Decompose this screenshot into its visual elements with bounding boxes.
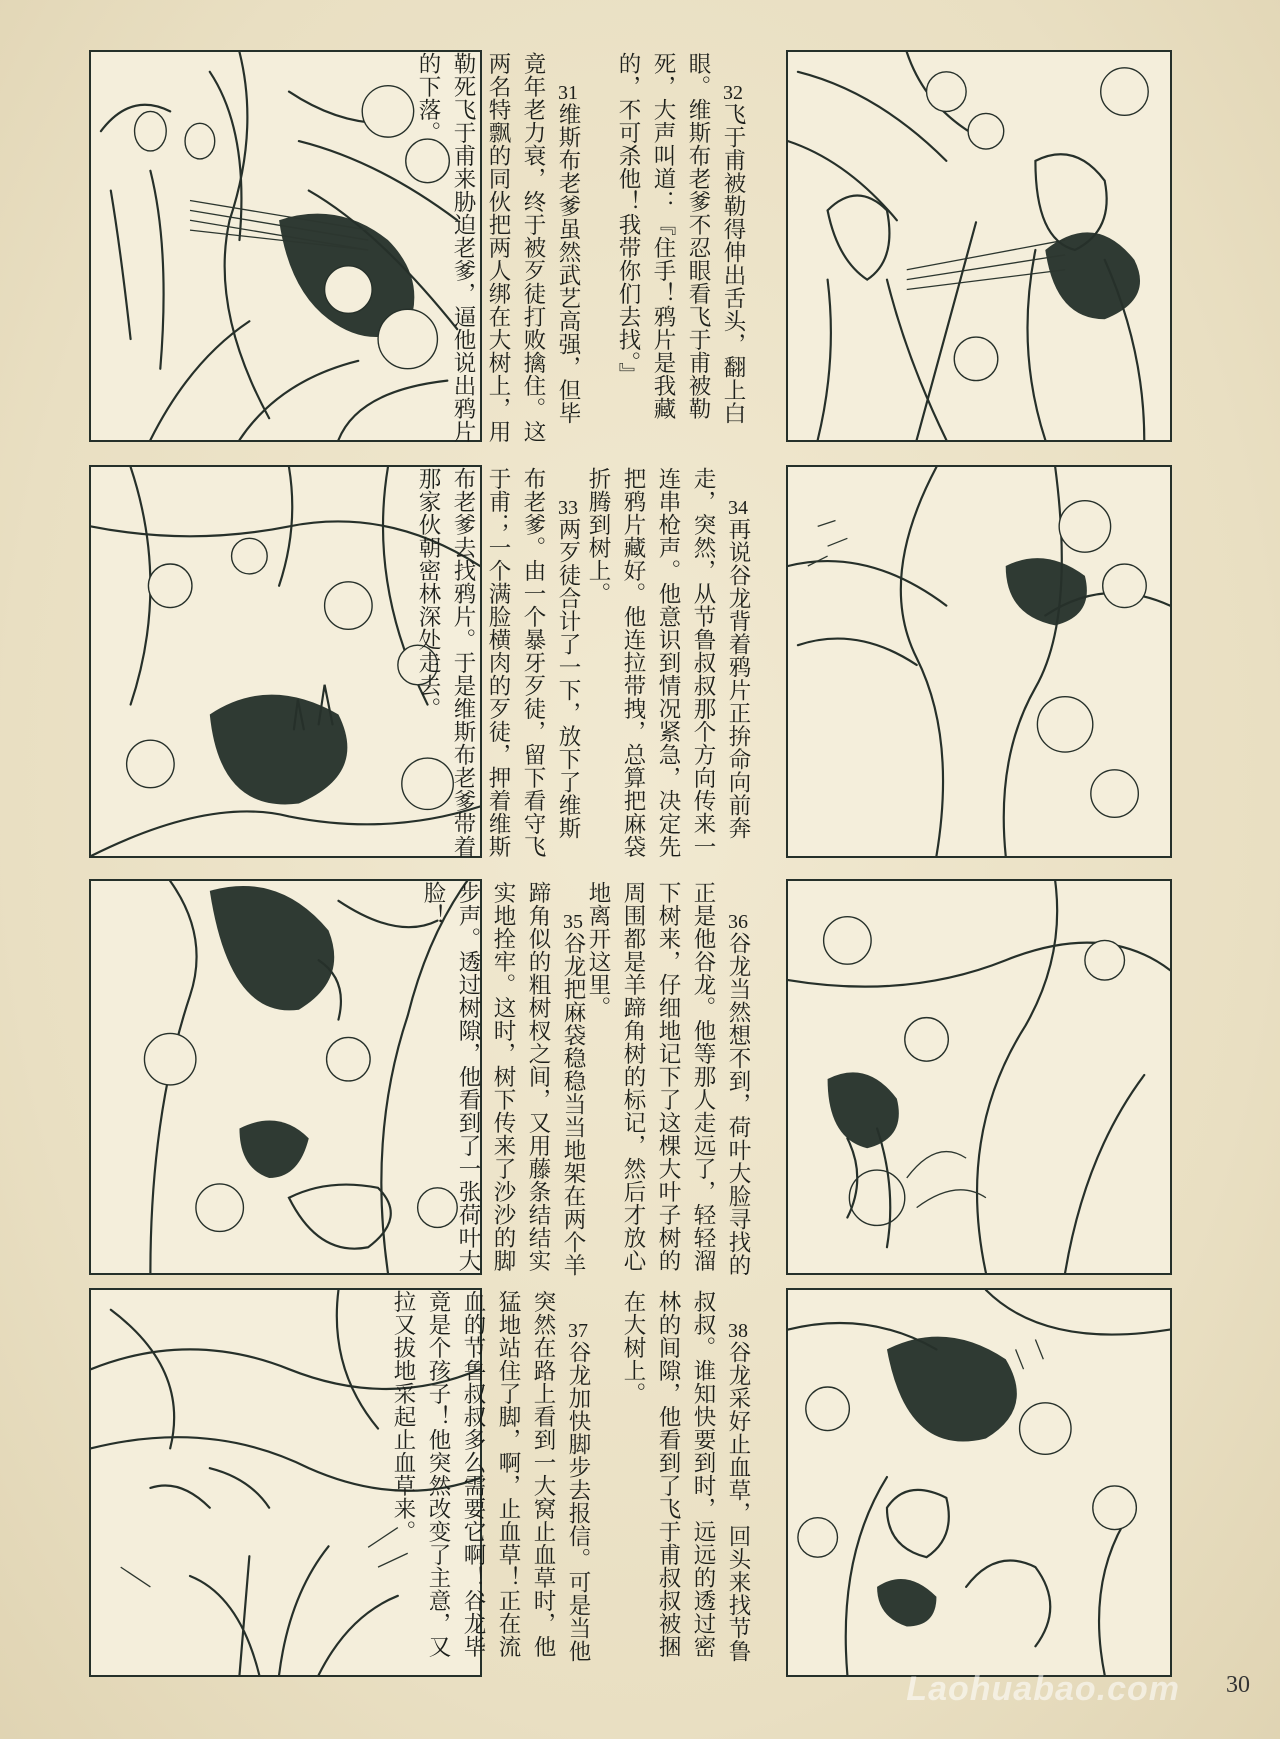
caption-number: 33 [558,497,578,518]
caption-text: 谷龙把麻袋稳稳当当地架在两个羊蹄角似的粗树杈之间，又用藤条结结实实地拴牢。这时，树下传来了沙沙的脚步声。透过树隙，他看到了一张荷叶大脸！ [420,881,586,1277]
page-number: 30 [1226,1672,1250,1698]
illustration-boy-sees-bound-man [788,1290,1170,1675]
caption-number: 34 [728,497,748,518]
caption-text: 谷龙采好止血草，回头来找节鲁叔叔。谁知快要到时，远远的透过密林的间隙，他看到了飞于甫叔叔被捆在大树上。 [620,1290,751,1663]
caption-37 [390,1290,630,1679]
caption-number: 31 [558,82,578,103]
caption-number: 38 [728,1320,748,1341]
illustration-boy-climbing-down [788,881,1170,1273]
caption-31 [415,52,620,444]
watermark: Laohuabao.com [906,1670,1180,1708]
caption-38 [620,1290,790,1679]
caption-text: 飞于甫被勒得伸出舌头，翻上白眼。维斯布老爹不忍眼看飞于甫被勒死，大声叫道：『住手！鸦片是我藏的，不可杀他！我带你们去找。』 [615,52,746,425]
panel-36 [786,879,1172,1275]
illustration-boy-in-tree [91,881,480,1273]
caption-number: 37 [568,1320,588,1341]
panel-32 [786,50,1172,442]
illustration-strangled-man [788,52,1170,440]
caption-number: 35 [563,911,583,932]
caption-number: 32 [723,82,743,103]
caption-text: 两歹徒合计了一下，放下了维斯布老爹。由一个暴牙歹徒，留下看守飞于甫；一个满脸横肉的歹徒，押着维斯布老爹去找鸦片。于是维斯布老爹带着那家伙朝密林深处走去。 [415,467,581,858]
caption-number: 36 [728,911,748,932]
caption-34 [585,467,790,859]
illustration-sack-in-tree [788,467,1170,856]
caption-text: 维斯布老爹虽然武艺高强，但毕竟年老力衰，终于被歹徒打败擒住。这两名特飘的同伙把两人绑在大树上，用勒死飞于甫来胁迫老爹，逼他说出鸦片的下落。 [415,52,581,443]
caption-text: 再说谷龙背着鸦片正拚命向前奔走，突然，从节鲁叔叔那个方向传来一连串枪声。他意识到情况紧急，决定先把鸦片藏好。他连拉带拽，总算把麻袋折腾到树上。 [585,467,751,858]
panel-38 [786,1288,1172,1677]
panel-34 [786,465,1172,858]
caption-36 [585,881,790,1277]
caption-32 [615,52,785,444]
caption-text: 谷龙当然想不到，荷叶大脸寻找的正是他谷龙。他等那人走远了，轻轻溜下树来，仔细地记下了这棵大叶子树的周围都是羊蹄角树的标记，然后才放心地离开这里。 [585,881,751,1277]
caption-text: 谷龙加快脚步去报信。可是当他突然在路上看到一大窝止血草时，他猛地站住了脚，啊，止血草！正在流血的节鲁叔叔多么需要它啊！谷龙毕竟是个孩子！他突然改变了主意，又拉又拔地采起止血草来。 [390,1290,591,1663]
panel-35 [89,879,482,1275]
